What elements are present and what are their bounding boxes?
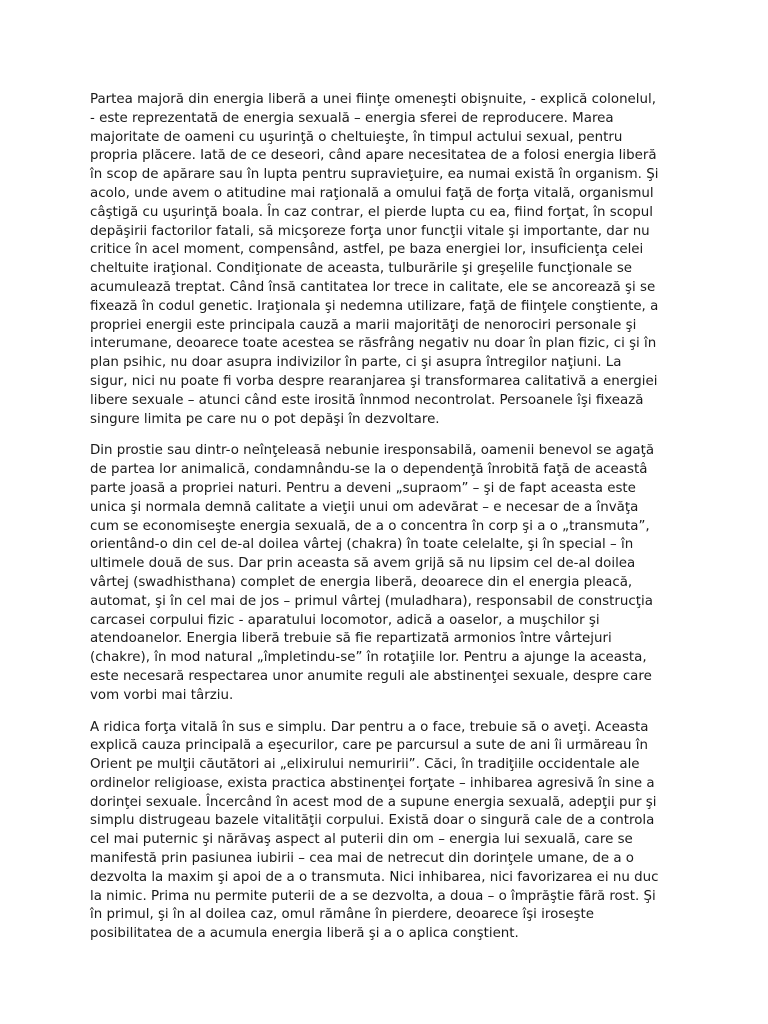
text-line: propria plăcere. Iată de ce deseori, când apare necesitatea de a folosi energia liberă bbox=[90, 148, 657, 164]
text-line: libere sexuale – atunci când este irosită înnmod necontrolat. Persoanele îşi fixează bbox=[90, 392, 644, 408]
text-line: câştigă cu uşurinţă boala. În caz contrar, el pierde lupta cu ea, fiind forţat, în scopul bbox=[90, 204, 654, 220]
text-line: Orient pe mulţii căutători ai „elixirului nemuririi”. Căci, în tradiţiile occidentale ale bbox=[90, 757, 640, 773]
text-line: propriei energii este principala cauză a marii majorităţi de nenorociri personale şi bbox=[90, 317, 637, 333]
text-line: de partea lor animalică, condamnându-se la o dependenţă înrobită faţă de aceastâ bbox=[90, 462, 648, 478]
text-line: parte joasă a propriei naturi. Pentru a deveni „supraom” – şi de fapt aceasta este bbox=[90, 480, 636, 496]
text-line: A ridica forţa vitală în sus e simplu. Dar pentru a o face, trebuie să o aveţi. Aceasta bbox=[90, 719, 649, 735]
text-line: interumane, deoarece toate acestea se răsfrâng negativ nu doar în plan fizic, ci şi în bbox=[90, 336, 657, 352]
text-line: automat, şi în cel mai de jos – primul vârtej (muladhara), responsabil de construcţia bbox=[90, 593, 653, 609]
text-line: singure limita pe care nu o pot depăşi în dezvoltare. bbox=[90, 411, 440, 427]
text-line: majoritate de oameni cu uşurinţă o cheltuieşte, în timpul actului sexual, pentru bbox=[90, 129, 623, 145]
text-line: în primul, şi în al doilea caz, omul rămâne în pierdere, deoarece îşi iroseşte bbox=[90, 907, 594, 923]
text-line: în scop de apărare sau în lupta pentru supravieţuire, ea numai există în organism. Şi bbox=[90, 167, 659, 183]
text-line: fixează în codul genetic. Iraţionala şi nedemna utilizare, faţă de fiinţele conştiente, a bbox=[90, 298, 659, 314]
text-line: - este reprezentată de energia sexuală – energia sferei de reproducere. Marea bbox=[90, 110, 614, 126]
text-line: carcasei corpului fizic - aparatului locomotor, adică a oaselor, a muşchilor şi bbox=[90, 612, 600, 628]
text-line: Din prostie sau dintr-o neînţeleasă nebunie iresponsabilă, oamenii benevol se agaţă bbox=[90, 443, 655, 459]
text-line: depăşirii factorilor fatali, să micşoreze forţa unor funcţii vitale şi importante, dar nu bbox=[90, 223, 650, 239]
text-line: vârtej (swadhisthana) complet de energia liberă, deoarece din el energia pleacă, bbox=[90, 574, 633, 590]
paragraph-2 bbox=[90, 442, 686, 705]
paragraph-1 bbox=[90, 91, 686, 429]
text-line: cel mai puternic şi nărăvaş aspect al puterii din om – energia lui sexuală, care se bbox=[90, 832, 633, 848]
text-line: Partea majoră din energia liberă a unei fiinţe omeneşti obişnuite, - explică colonelul, bbox=[90, 92, 656, 107]
text-line: plan psihic, nu doar asupra indivizilor în parte, ci şi asupra întregilor naţiuni. La bbox=[90, 355, 622, 371]
text-line: vom vorbi mai târziu. bbox=[90, 687, 234, 703]
text-line: explică cauza principală a eşecurilor, care pe parcursul a sute de ani îi urmăreau în bbox=[90, 738, 648, 754]
text-line: simplu distrugeau bazele vitalităţii corpului. Există doar o singură cale de a controla bbox=[90, 813, 655, 829]
paragraph-3 bbox=[90, 719, 686, 945]
text-line: orientând-o din cel de-al doilea vârtej (chakra) în toate celelalte, şi în special – în bbox=[90, 537, 634, 553]
text-line: este necesară respectarea unor anumite reguli ale abstinenţei sexuale, despre care bbox=[90, 668, 652, 684]
text-line: acumulează treptat. Când însă cantitatea lor trece in calitate, ele se ancorează şi se bbox=[90, 279, 656, 295]
text-line: atendoanelor. Energia liberă trebuie să fie repartizată armonios între vârtejuri bbox=[90, 631, 612, 647]
text-line: la nimic. Prima nu permite puterii de a se dezvolta, a doua – o împrăştie fără rost. Şi bbox=[90, 888, 656, 904]
text-line: dezvolta la maxim şi apoi de a o transmuta. Nici inhibarea, nici favorizarea ei nu duc bbox=[90, 869, 659, 885]
text-line: dorinţei sexuale. Încercând în acest mod de a supune energia sexuală, adepţii pur şi bbox=[90, 794, 657, 810]
text-line: posibilitatea de a acumula energia liberă şi a o aplica conştient. bbox=[90, 926, 519, 942]
text-line: ultimele două de sus. Dar prin aceasta să avem grijă să nu lipsim cel de-al doilea bbox=[90, 556, 636, 572]
text-line: (chakre), în mod natural „împletindu-se” în rotaţiile lor. Pentru a ajunge la aceasta, bbox=[90, 650, 647, 666]
text-line: acolo, unde avem o atitudine mai raţională a omului faţă de forţa vitală, organismul bbox=[90, 185, 654, 201]
text-line: ordinelor religioase, exista practica abstinenţei forţate – inhibarea agresivă în sine a bbox=[90, 775, 655, 791]
text-line: cheltuite iraţional. Condiţionate de aceasta, tulburările şi greşelile funcţionale se bbox=[90, 261, 633, 277]
text-line: critice în acel moment, compensând, astfel, pe baza energiei lor, insuficienţa celei bbox=[90, 242, 644, 258]
text-line: cum se economiseşte energia sexuală, de a o concentra în corp şi a o „transmuta”, bbox=[90, 518, 650, 534]
text-line: sigur, nici nu poate fi vorba despre rearanjarea şi transformarea calitativă a energiei bbox=[90, 373, 658, 389]
text-line: unica şi normala demnă calitate a vieţii unui om adevărat – e necesar de a învăţa bbox=[90, 499, 639, 515]
document-body bbox=[90, 91, 686, 957]
text-line: manifestă prin pasiunea iubirii – cea mai de netrecut din dorinţele umane, de a o bbox=[90, 851, 634, 867]
